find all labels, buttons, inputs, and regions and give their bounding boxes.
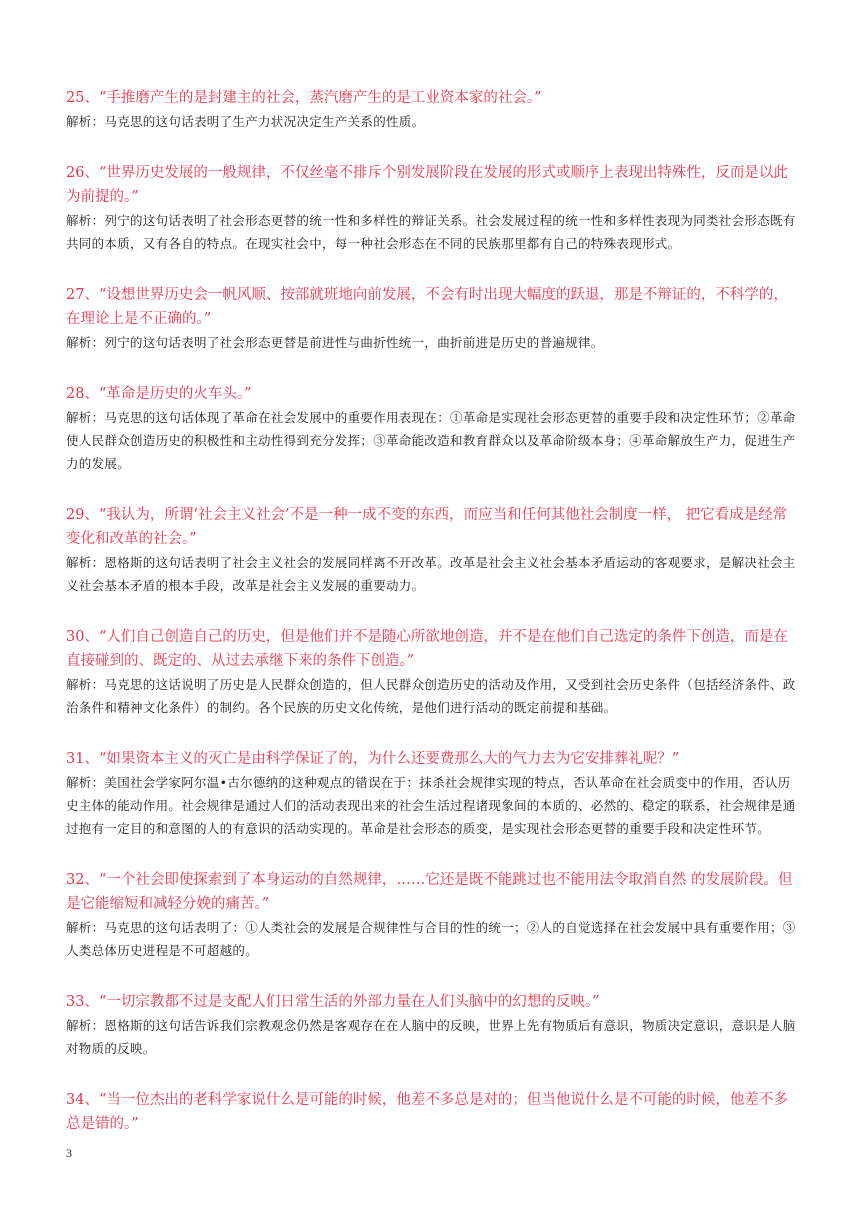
quote-text: 29、“我认为，所谓‘社会主义社会’不是一种一成不变的东西，而应当和任何其他社会制度一样， 把它看成是经常变化和改革的社会。”	[66, 507, 788, 547]
quote-text: 26、“世界历史发展的一般规律，不仅丝毫不排斥个别发展阶段在发展的形式或顺序上表现出特殊性，反而是以此为前提的。”	[66, 165, 788, 205]
quote-text: 32、“一个社会即使探索到了本身运动的自然规律，……它还是既不能跳过也不能用法令取消自然 的发展阶段。但是它能缩短和减轻分娩的痛苦。”	[66, 872, 793, 912]
entry-28	[66, 382, 796, 475]
analysis-text: 解析：恩格斯的这句话告诉我们宗教观念仍然是客观存在在人脑中的反映，世界上先有物质后有意识，物质决定意识，意识是人脑对物质的反映。	[66, 1018, 796, 1056]
page-number: 3	[66, 1146, 72, 1160]
entry-31	[66, 747, 796, 840]
quote-text: 27、“设想世界历史会一帆风顺、按部就班地向前发展，不会有时出现大幅度的跃退，那是不辩证的，不科学的，在理论上是不正确的。”	[66, 287, 788, 327]
analysis-text: 解析：马克思的这句话表明了：①人类社会的发展是合规律性与合目的性的统一；②人的自觉选择在社会发展中具有重要作用；③人类总体历史进程是不可超越的。	[66, 920, 796, 958]
quote-text: 34、“当一位杰出的老科学家说什么是可能的时候，他差不多总是对的；但当他说什么是不可能的时候，他差不多总是错的。”	[66, 1092, 788, 1132]
entry-25	[66, 86, 796, 133]
analysis-text: 解析：美国社会学家阿尔温•古尔德纳的这种观点的错误在于：抹杀社会规律实现的特点，否认革命在社会质变中的作用，否认历史主体的能动作用。社会规律是通过人们的活动表现出来的社会生活过程诸现象间的本质的、必然的、稳定的联系，社会规律是通过抱有一定目的和意图的人的有意识的活动实现的。革命是社会形态的质变，是实现社会形态更替的重要手段和决定性环节。	[66, 775, 796, 836]
entry-27	[66, 283, 796, 354]
analysis-text: 解析：马克思的这话说明了历史是人民群众创造的，但人民群众创造历史的活动及作用，又受到社会历史条件（包括经济条件、政治条件和精神文化条件）的制约。各个民族的历史文化传统，是他们进行活动的既定前提和基础。	[66, 677, 796, 715]
analysis-text: 解析：马克思的这句话体现了革命在社会发展中的重要作用表现在：①革命是实现社会形态更替的重要手段和决定性环节；②革命使人民群众创造历史的积极性和主动性得到充分发挥；③革命能改造和教育群众以及革命阶级本身；④革命解放生产力，促进生产力的发展。	[66, 410, 796, 471]
analysis-text: 解析：列宁的这句话表明了社会形态更替的统一性和多样性的辩证关系。社会发展过程的统一性和多样性表现为同类社会形态既有共同的本质，又有各自的特点。在现实社会中，每一种社会形态在不同的民族那里都有自己的特殊表现形式。	[66, 213, 796, 251]
quote-text: 25、“手推磨产生的是封建主的社会，蒸汽磨产生的是工业资本家的社会。”	[66, 90, 542, 106]
entry-29	[66, 503, 796, 597]
document-content	[66, 86, 796, 1164]
analysis-text: 解析：列宁的这句话表明了社会形态更替是前进性与曲折性统一，曲折前进是历史的普遍规律。	[66, 335, 604, 350]
entry-33	[66, 990, 796, 1060]
quote-text: 28、“革命是历史的火车头。”	[66, 386, 252, 402]
entry-32	[66, 868, 796, 962]
quote-text: 30、“人们自己创造自己的历史，但是他们并不是随心所欲地创造，并不是在他们自己选定的条件下创造，而是在直接碰到的、既定的、从过去承继下来的条件下创造。”	[66, 629, 788, 669]
entry-34	[66, 1088, 796, 1136]
quote-text: 31、“如果资本主义的灭亡是由科学保证了的，为什么还要费那么大的气力去为它安排葬礼呢？”	[66, 751, 680, 767]
quote-text: 33、“一切宗教都不过是支配人们日常生活的外部力量在人们头脑中的幻想的反映。”	[66, 994, 600, 1010]
entry-26	[66, 161, 796, 255]
analysis-text: 解析：马克思的这句话表明了生产力状况决定生产关系的性质。	[66, 114, 425, 129]
entry-30	[66, 625, 796, 719]
analysis-text: 解析：恩格斯的这句话表明了社会主义社会的发展同样离不开改革。改革是社会主义社会基本矛盾运动的客观要求，是解决社会主义社会基本矛盾的根本手段，改革是社会主义发展的重要动力。	[66, 555, 796, 593]
